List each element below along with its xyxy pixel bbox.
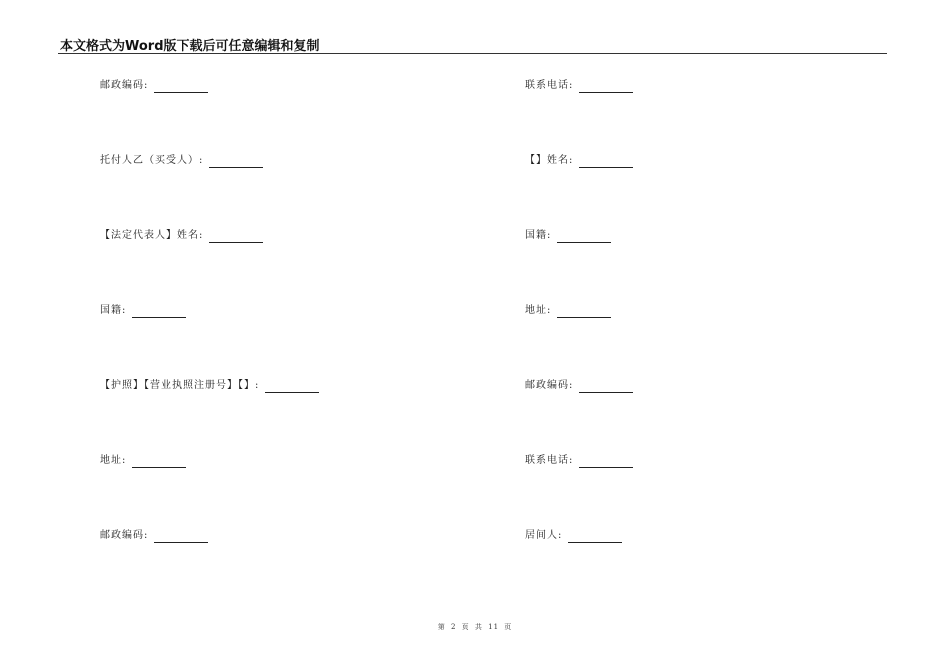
field-label: 【护照】【营业执照注册号】【】: <box>100 380 260 391</box>
field-label: 托付人乙（买受人）: <box>100 155 204 166</box>
fill-in-blank[interactable] <box>579 457 633 468</box>
current-page-number: 2 <box>450 623 457 631</box>
left-field-legal-rep-name <box>100 229 263 243</box>
fill-in-blank[interactable] <box>579 157 633 168</box>
left-field-postal-code-1 <box>100 79 208 93</box>
left-field-client-b <box>100 154 263 168</box>
field-label: 地址: <box>100 455 127 466</box>
total-page-count: 11 <box>488 623 500 631</box>
field-label: 邮政编码: <box>525 380 574 391</box>
fill-in-blank[interactable] <box>568 532 622 543</box>
right-field-phone-1 <box>525 79 633 93</box>
right-field-phone-2 <box>525 454 633 468</box>
footer-total-word: 共 <box>474 623 483 631</box>
field-label: 国籍: <box>525 230 552 241</box>
field-label: 邮政编码: <box>100 80 149 91</box>
page-header-title: 本文格式为Word版下载后可任意编辑和复制 <box>60 39 320 54</box>
fill-in-blank[interactable] <box>557 307 611 318</box>
fill-in-blank[interactable] <box>209 157 263 168</box>
field-label: 【】姓名: <box>525 155 574 166</box>
field-label: 居间人: <box>525 530 563 541</box>
right-field-intermediary <box>525 529 622 543</box>
field-label: 邮政编码: <box>100 530 149 541</box>
field-label: 地址: <box>525 305 552 316</box>
fill-in-blank[interactable] <box>579 382 633 393</box>
fill-in-blank[interactable] <box>557 232 611 243</box>
footer-page-word: 页 <box>461 623 470 631</box>
field-label: 联系电话: <box>525 455 574 466</box>
fill-in-blank[interactable] <box>265 382 319 393</box>
right-field-postal-code <box>525 379 633 393</box>
left-field-postal-code-2 <box>100 529 208 543</box>
field-label: 联系电话: <box>525 80 574 91</box>
fill-in-blank[interactable] <box>579 82 633 93</box>
header-divider <box>58 53 887 54</box>
field-label: 国籍: <box>100 305 127 316</box>
page-number-footer <box>0 622 950 632</box>
left-field-nationality <box>100 304 186 318</box>
fill-in-blank[interactable] <box>209 232 263 243</box>
field-label: 【法定代表人】姓名: <box>100 230 204 241</box>
right-field-name <box>525 154 633 168</box>
fill-in-blank[interactable] <box>132 457 186 468</box>
footer-prefix: 第 <box>437 623 446 631</box>
right-field-address <box>525 304 611 318</box>
left-field-passport-license <box>100 379 319 393</box>
left-field-address <box>100 454 186 468</box>
fill-in-blank[interactable] <box>154 532 208 543</box>
footer-suffix: 页 <box>504 623 513 631</box>
right-field-nationality <box>525 229 611 243</box>
fill-in-blank[interactable] <box>154 82 208 93</box>
fill-in-blank[interactable] <box>132 307 186 318</box>
